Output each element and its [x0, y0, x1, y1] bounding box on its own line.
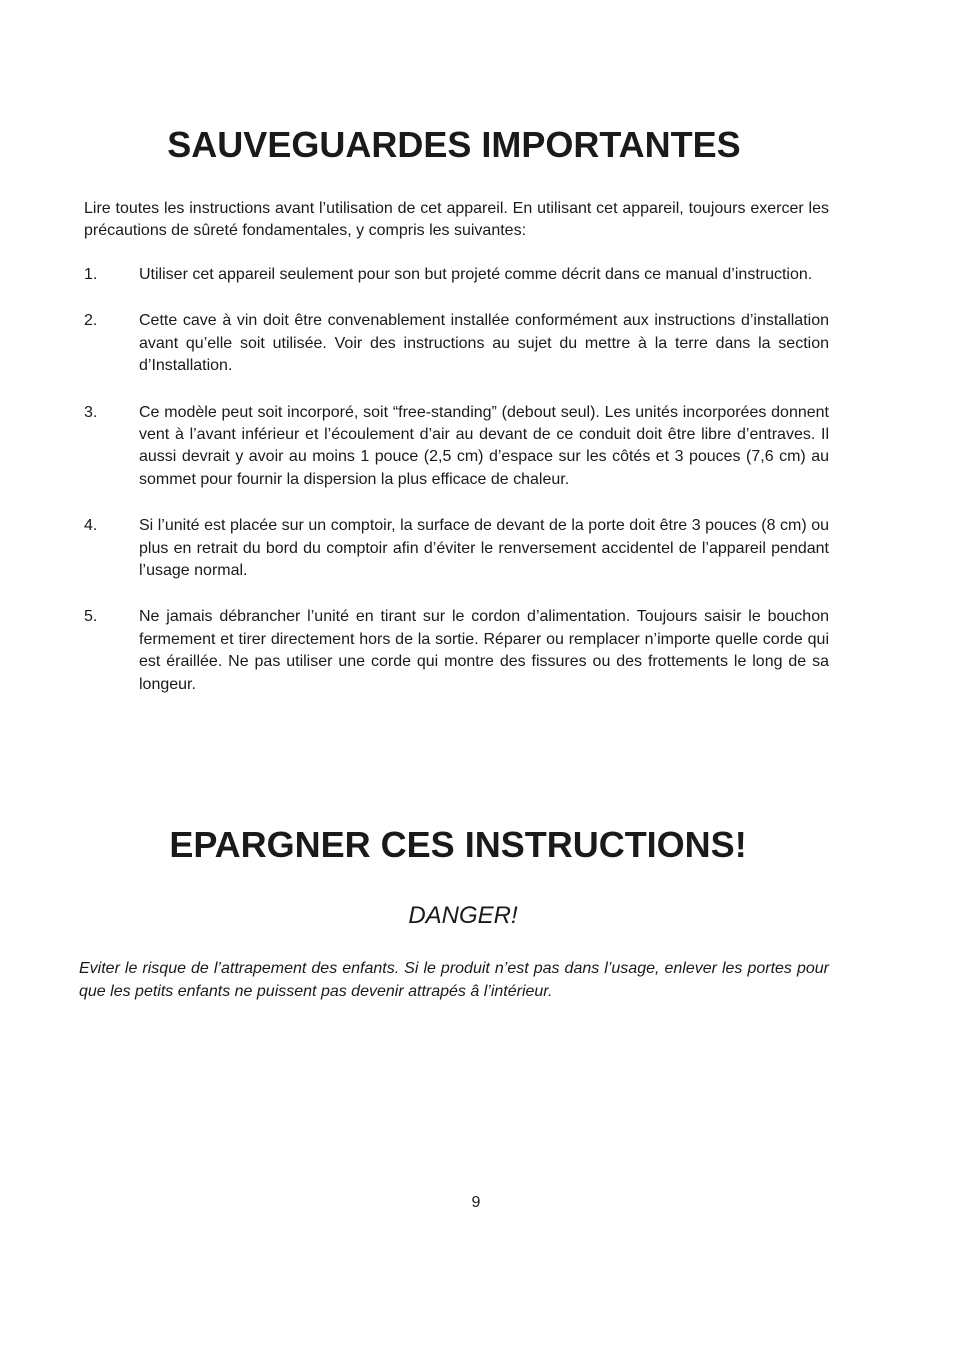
list-item — [84, 606, 829, 696]
instruction-list — [84, 264, 829, 720]
list-item-text: Utiliser cet appareil seulement pour son but projeté comme décrit dans ce manual d’instruction. — [139, 266, 813, 283]
list-item-text: Ne jamais débrancher l’unité en tirant sur le cordon d’alimentation. Toujours saisir le bouchon fermement et tirer directement hors de la sortie. Réparer ou remplacer n’importe quelle corde qui est éraillée. Ne pas utiliser une corde qui montre des fissures ou des frottements le long de sa longeur. — [139, 608, 829, 693]
intro-paragraph: Lire toutes les instructions avant l’utilisation de cet appareil. En utilisant cet appareil, toujours exercer les précautions de sûreté fondamentales, y compris les suivantes: — [84, 200, 829, 239]
list-item-number: 4. — [84, 517, 98, 535]
list-item-number: 1. — [84, 266, 98, 283]
page-title: SAUVEGUARDES IMPORTANTES — [167, 124, 741, 165]
save-instructions-heading: EPARGNER CES INSTRUCTIONS! — [169, 824, 747, 865]
list-item — [84, 402, 829, 492]
danger-warning-text: Eviter le risque de l’attrapement des enfants. Si le produit n’est pas dans l’usage, enlever les portes pour que les petits enfants ne puissent pas devenir attrapés â l’intérieur. — [79, 960, 829, 1000]
list-item-number: 3. — [84, 403, 98, 421]
list-item — [84, 264, 829, 286]
list-item-text: Si l’unité est placée sur un comptoir, la surface de devant de la porte doit être 3 pouces (8 cm) ou plus en retrait du bord du comptoir afin d’éviter le renversement accidentel de l’appareil pendant l’usage normal. — [139, 517, 829, 580]
list-item — [84, 515, 829, 582]
page-number: 9 — [471, 1194, 481, 1211]
list-item — [84, 310, 829, 377]
list-item-text: Ce modèle peut soit incorporé, soit “free-standing” (debout seul). Les unités incorporées donnent vent à l’avant inférieur et l’écoulement d’air au devant de ce conduit doit être libre d’entraves. Il aussi devrait y avoir au moins 1 pouce (2,5 cm) d’espace sur les côtés et 3 pouces (7,6 cm) au sommet pour fournir la dispersion la plus efficace de chaleur. — [139, 403, 829, 488]
list-item-number: 2. — [84, 312, 98, 330]
list-item-text: Cette cave à vin doit être convenablement installée conformément aux instructions d’installation avant qu’elle soit utilisée. Voir des instructions au sujet du mettre à la terre dans la section d’Installation. — [139, 312, 829, 375]
danger-heading: DANGER! — [408, 902, 518, 929]
list-item-number: 5. — [84, 608, 98, 626]
